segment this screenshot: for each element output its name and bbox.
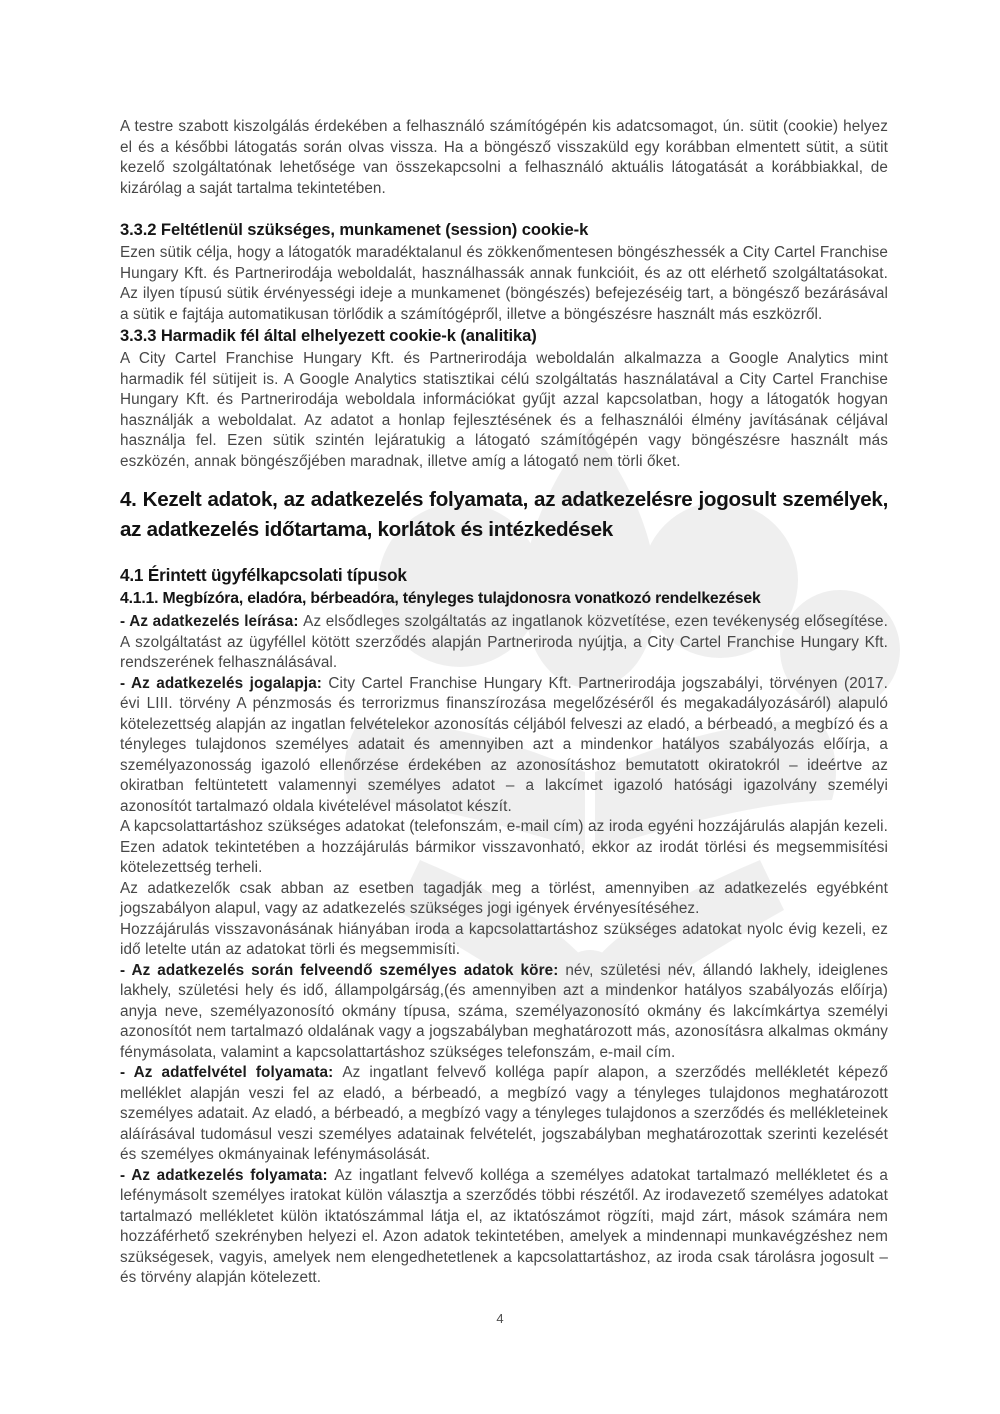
section-3-3-3-heading: 3.3.3 Harmadik fél által elhelyezett cookie-k (analitika) [120, 326, 537, 345]
section-3-3-2-heading: 3.3.2 Feltétlenül szükséges, munkamenet (session) cookie-k [120, 220, 589, 239]
paragraph [120, 961, 888, 1064]
paragraph-text: Az elsődleges szolgáltatás az ingatlanok közvetítése, ezen tevékenység elősegítése. A szolgáltatást az ügyféllel kötött szerződés alapján Partneriroda nyújtja, a City Cartel Franchise Hungary Kft. rendszerének felhasználásával. [120, 613, 888, 671]
paragraph-text: A kapcsolattartáshoz szükséges adatokat (telefonszám, e-mail cím) az iroda egyéni hozzájárulás alapján kezeli. Ezen adatok tekintetében a hozzájárulás bármikor visszavonható, ekkor az irodát törlési és megsemmisítési kötelezettség terheli. [120, 818, 888, 876]
paragraph [120, 674, 888, 818]
section-4-1-heading: 4.1 Érintett ügyfélkapcsolati típusok [120, 565, 407, 585]
paragraph-text: Az ingatlant felvevő kolléga a személyes adatokat tartalmazó mellékletet és a lefénymásolt személyes iratokat külön választja a szerződés többi részétől. Az irodavezető személyes adatokat tartalmazó mellékletet külön iktatószámmal látja el, az iktatószámot rögzíti, majd zárt, mások számára nem hozzáférhető szekrényben helyezi el. Azon adatok tekintetében, amelyek a mindennapi munkavégzéshez nem szükségesek, vagyis, amelyek nem elengedhetetlenek a kapcsolattartáshoz, az iroda csak tárolásra jogosult – és törvény alapján kötelezett. [120, 1166, 889, 1286]
paragraph [120, 1063, 888, 1166]
section-4-1-1-body [120, 612, 888, 1289]
paragraph-label: - Az adatfelvétel folyamata: [120, 1064, 343, 1081]
paragraph [120, 817, 888, 879]
section-4-1-1-heading: 4.1.1. Megbízóra, eladóra, bérbeadóra, tényleges tulajdonosra vonatkozó rendelkezések [120, 590, 761, 607]
paragraph-label: - Az adatkezelés leírása: [120, 613, 304, 630]
paragraph-text: Az ingatlant felvevő kolléga papír alapon, a szerződés mellékletét képező melléklet alapján veszi fel az eladó, a bérbeadó, a megbízó vagy a tényleges tulajdonos meghatározott személyes adatait. Az eladó, a bérbeadó, a megbízó vagy a tényleges tulajdonos a szerződés és mellékleteinek aláírásával tudomásul veszi személyes adatainak felvételét, jogszabályban meghatározottak szerinti kezelését és személyes okmányainak lefénymásolását. [120, 1064, 888, 1163]
paragraph-label: - Az adatkezelés jogalapja: [120, 674, 329, 692]
paragraph [120, 612, 888, 674]
section-3-3-2-body: Ezen sütik célja, hogy a látogatók maradéktalanul és zökkenőmentesen böngészhessék a City Cartel Franchise Hungary Kft. és Partnerirodája weboldalát, használhassák annak funkcióit, és az ott elérhető szolgáltatásokat. Az ilyen típusú sütik érvényességi ideje a munkamenet (böngészés) befejezéséig tart, a böngésző bezárásával a sütik e fajtája automatikusan törlődik a számítógépről, illetve a böngészésre használt más eszközről. [120, 244, 888, 323]
document-content [120, 117, 888, 1289]
paragraph-text: Az adatkezelők csak abban az esetben tagadják meg a törlést, amennyiben az adatkezelés egyébként jogszabályon alapul, vagy az adatkezelés szükséges jogi igények érvényesítéséhez. [120, 879, 888, 917]
paragraph-text: Hozzájárulás visszavonásának hiányában iroda a kapcsolattartáshoz szükséges adatokat nyolc évig kezeli, ez idő letelte után az adatokat törli és megsemmisíti. [120, 920, 888, 958]
paragraph [120, 920, 888, 961]
paragraph-label: - Az adatkezelés folyamata: [120, 1166, 335, 1184]
page-number: 4 [496, 1311, 504, 1326]
paragraph [120, 879, 888, 920]
paragraph-text: név, születési név, állandó lakhely, ideiglenes lakhely, születési hely és idő, állampolgárság,(és amennyiben azt a mindenkor hatályos szabályozás előírja) anyja neve, személyazonosító okmány típusa, száma, személyazonosító okmány és lakcímkártya személyi azonosítót nem tartalmazó oldalának vagy a jogszabályban meghatározott más, azonosításra alkalmas okmány fénymásolata, valamint a kapcsolattartáshoz szükséges telefonszám, e-mail cím. [120, 961, 888, 1061]
paragraph [120, 1166, 888, 1289]
intro-paragraph: A testre szabott kiszolgálás érdekében a felhasználó számítógépén kis adatcsomagot, ún. sütit (cookie) helyez el és a későbbi látogatás során olvas vissza. Ha a böngésző visszaküld egy korábban elmentett sütit, a sütit kezelő szolgáltatónak lehetősége van összekapcsolni a felhasználó aktuális látogatását a korábbiakkal, de kizárólag a saját tartalma tekintetében. [120, 118, 888, 197]
paragraph-text: City Cartel Franchise Hungary Kft. Partnerirodája jogszabályi, törvényen (2017. évi LIII. törvény A pénzmosás és terrorizmus finanszírozása megelőzéséről és megakadályozásáról) alapuló kötelezettség alapján az ingatlan felvételekor azonosítás céljából felveszi az eladó, a bérbeadó, a megbízó és a tényleges tulajdonos személyes adatait és amennyiben azt a mindenkor hatályos szabályozás előírja, a személyazonosság igazoló ellenőrzése érdekében az azonosításhoz bemutatott okiratokról – ideértve az okiratban feltüntetett valamennyi személyes adatot – a lakcímet igazoló hatósági igazolvány személyi azonosítót tartalmazó oldala kivételével másolatot készít. [120, 674, 888, 815]
section-3-3-3-body: A City Cartel Franchise Hungary Kft. és Partnerirodája weboldalán alkalmazza a Google Analytics mint harmadik fél sütijeit is. A Google Analytics statisztikai célú szolgáltatás használatával a City Cartel Franchise Hungary Kft. és Partnerirodája weboldala információkat gyűjt azzal kapcsolatban, hogy a látogatók hogyan használják a weboldalat. Az adatot a honlap fejlesztésének és a felhasználói élmény javításának céljával használja fel. Ezen sütik szintén lejáratukig a látogató számítógépén vagy böngészésre használt más eszközén, annak böngészőjében maradnak, illetve amíg a látogató nem törli őket. [120, 350, 888, 470]
chapter-4-title: 4. Kezelt adatok, az adatkezelés folyamata, az adatkezelésre jogosult személyek, az adatkezelés időtartama, korlátok és intézkedések [120, 488, 888, 541]
paragraph-label: - Az adatkezelés során felveendő személyes adatok köre: [120, 961, 566, 979]
